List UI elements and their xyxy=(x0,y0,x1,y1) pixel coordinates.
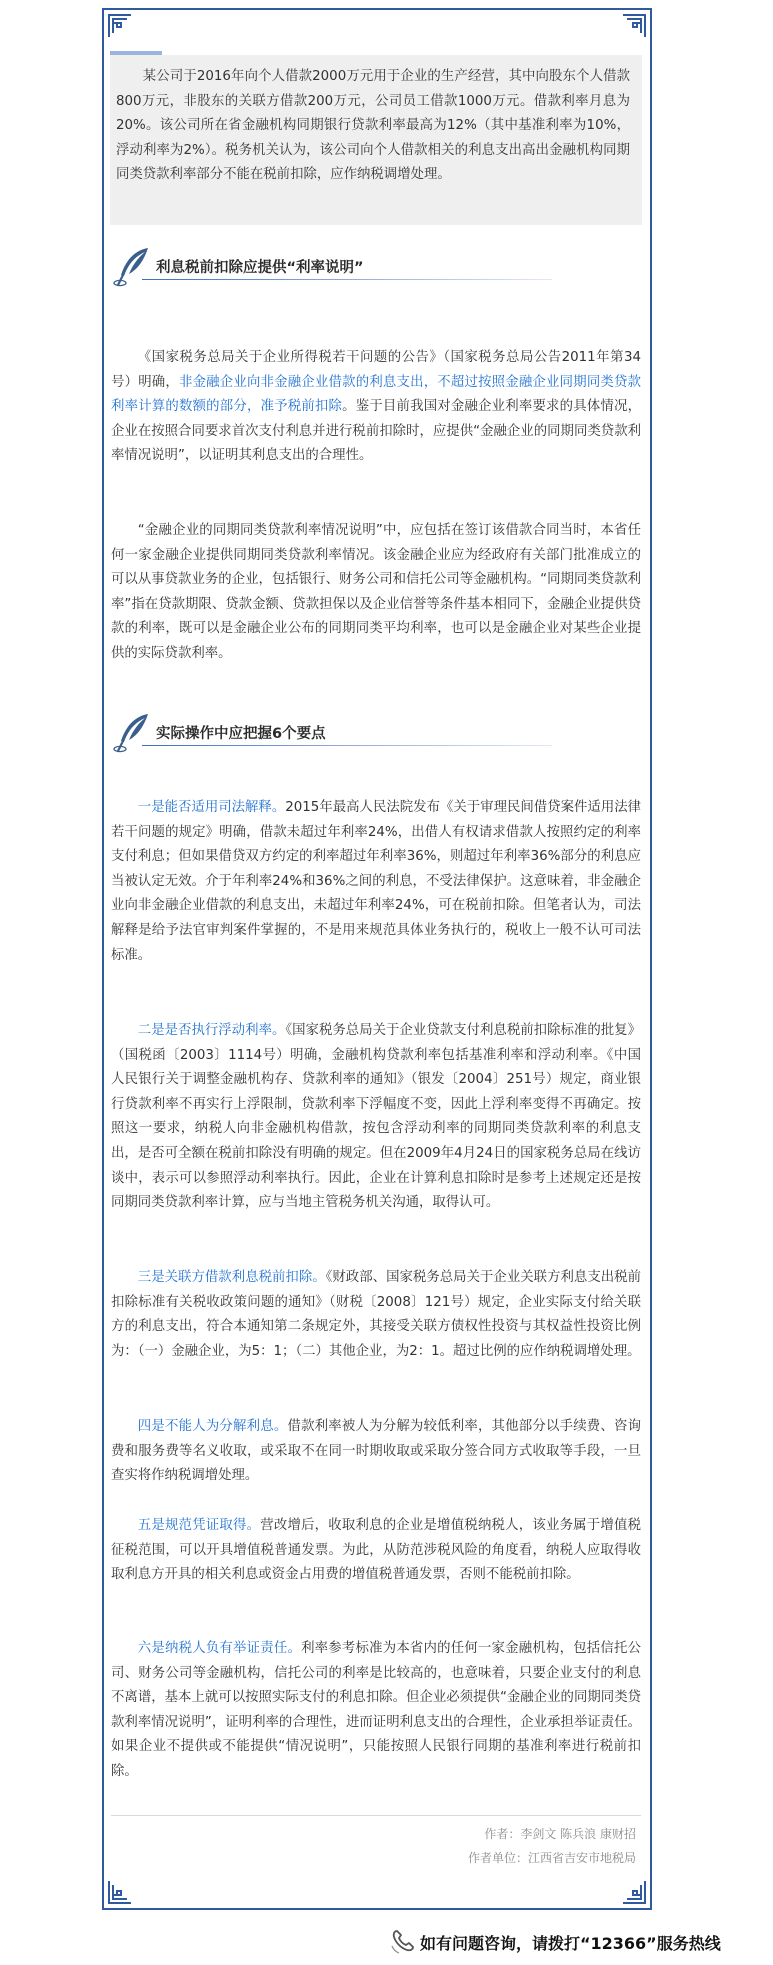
intro-paragraph: 某公司于2016年向个人借款2000万元用于企业的生产经营，其中向股东个人借款800万元，非股东的关联方借款200万元，公司员工借款1000万元。借款利率月息为20%。该公司所在省金融机构同期银行贷款利率最高为12%（其中基准利率为10%，浮动利率为2%）。税务机关认为，该公司向个人借款相关的利息支出高出金融机构同期同类贷款利率部分不能在税前扣除，应作纳税调增处理。 xyxy=(116,69,630,183)
point-lead: 四是不能人为分解利息。 xyxy=(137,1419,288,1434)
point-body: 2015年最高人民法院发布《关于审理民间借贷案件适用法律若干问题的规定》明确，借款未超过年利率24%，出借人有权请求借款人按照约定的利率支付利息；但如果借贷双方约定的利率超过年利率36%，则超过年利率36%部分的利息应当被认定无效。介于年利率24%和36%之间的利息，不受法律保护。这意味着，非金融企业向非金融企业借款的利息支出，未超过年利率24%，可在税前扣除。但笔者认为，司法解释是给予法官审判案件掌握的，不是用来规范具体业务执行的，税收上一般不认可司法标准。 xyxy=(111,800,642,963)
section1-paragraph-1 xyxy=(111,346,641,469)
case-intro-box xyxy=(110,55,642,225)
corner-ornament xyxy=(108,14,132,38)
point-item xyxy=(111,1514,641,1588)
point-lead: 五是规范凭证取得。 xyxy=(137,1518,261,1533)
phone-icon xyxy=(390,1928,416,1954)
section1-paragraph-2 xyxy=(111,519,641,667)
point-item xyxy=(111,1415,641,1489)
point-body: 利率参考标准为本省内的任何一家金融机构，包括信托公司、财务公司等金融机构，信托公司的利率是比较高的，也意味着，只要企业支付的利息不离谱，基本上就可以按照实际支付的利息扣除。但企业必须提供“金融企业的同期同类贷款利率情况说明”，证明利率的合理性，进而证明利息支出的合理性，企业承担举证责任。如果企业不提供或不能提供“情况说明”，只能按照人民银行同期的基准利率进行税前扣除。 xyxy=(111,1641,642,1779)
point-body: 《财政部、国家税务总局关于企业关联方利息支出税前扣除标准有关税收政策问题的通知》（财税〔2008〕121号）规定，企业实际支付给关联方的利息支出，符合本通知第二条规定外，其接受关联方债权性投资与其权益性投资比例为：（一）金融企业，为5：1；（二）其他企业，为2：1。超过比例的应作纳税调增处理。 xyxy=(111,1270,641,1359)
point-item xyxy=(111,1266,641,1364)
corner-ornament xyxy=(622,14,646,38)
highlighted-rule-text: 非金融企业向非金融企业借款的利息支出，不超过按照金融企业同期同类贷款利率计算的数额的部分，准予税前扣除 xyxy=(111,374,642,415)
byline xyxy=(468,1822,636,1870)
corner-ornament xyxy=(622,1880,646,1904)
quill-pen-icon xyxy=(112,711,152,753)
point-item xyxy=(111,1637,641,1785)
announcement-paragraph xyxy=(111,346,641,469)
point-lead: 三是关联方借款利息税前扣除。 xyxy=(137,1270,326,1285)
point-body: 《国家税务总局关于企业贷款支付利息税前扣除标准的批复》（国税函〔2003〕1114号）明确，金融机构贷款利率包括基准利率和浮动利率。《中国人民银行关于调整金融机构存、贷款利率的通知》（银发〔2004〕251号）规定，商业银行贷款利率不再实行上浮限制，贷款利率下浮幅度不变，因此上浮利率变得不再确定。按照这一要求，纳税人向非金融机构借款，按包含浮动利率的同期同类贷款利率的利息支出，是否可全额在税前扣除没有明确的规定。但在2009年4月24日的国家税务总局在线访谈中，表示可以参照浮动利率执行。因此，企业在计算利息扣除时是参考上述规定还是按同期同类贷款利率计算，应与当地主管税务机关沟通，取得认可。 xyxy=(111,1023,641,1211)
section-heading-six-points xyxy=(112,711,552,755)
section-title: 实际操作中应把握6个要点 xyxy=(156,726,326,742)
quill-pen-icon xyxy=(112,245,152,287)
point-lead: 二是是否执行浮动利率。 xyxy=(137,1023,286,1038)
author-unit: 作者单位：江西省吉安市地税局 xyxy=(467,1851,636,1865)
point-lead: 一是能否适用司法解释。 xyxy=(137,800,286,815)
byline-divider xyxy=(111,1815,641,1816)
paragraph-text: 。鉴于目前我国对金融企业利率要求的具体情况，企业在按照合同要求首次支付利息并进行税前扣除时，应提供“金融企业的同期同类贷款利率情况说明”，以证明其利息支出的合理性。 xyxy=(111,399,642,464)
section-heading-rate-statement xyxy=(112,245,552,289)
section-divider xyxy=(142,279,552,280)
author-names: 作者：李剑文 陈兵浪 康财招 xyxy=(484,1827,636,1841)
point-item xyxy=(111,1019,641,1216)
article-frame xyxy=(102,8,652,1910)
hotline-text: 如有问题咨询，请拨打“12366”服务热线 xyxy=(420,1934,721,1953)
rate-statement-paragraph: “金融企业的同期同类贷款利率情况说明”中，应包括在签订该借款合同当时，本省任何一家金融企业提供同期同类贷款利率情况。该金融企业应为经政府有关部门批准成立的可以从事贷款业务的企业，包括银行、财务公司和信托公司等金融机构。“同期同类贷款利率”指在贷款期限、贷款金额、贷款担保以及企业信誉等条件基本相同下，金融企业提供贷款的利率，既可以是金融企业公布的同期同类平均利率，也可以是金融企业对某些企业提供的实际贷款利率。 xyxy=(111,523,641,661)
intro-accent-bar xyxy=(110,51,162,55)
point-body: 营改增后，收取利息的企业是增值税纳税人，该业务属于增值税征税范围，可以开具增值税普通发票。为此，从防范涉税风险的角度看，纳税人应取得收取利息方开具的相关利息或资金占用费的增值税普通发票，否则不能税前扣除。 xyxy=(111,1518,641,1583)
point-lead: 六是纳税人负有举证责任。 xyxy=(137,1641,302,1656)
corner-ornament xyxy=(108,1880,132,1904)
section-title: 利息税前扣除应提供“利率说明” xyxy=(156,260,364,276)
section-divider xyxy=(142,745,552,746)
point-item xyxy=(111,796,641,968)
paragraph-text: 《国家税务总局关于企业所得税若干问题的公告》（国家税务总局公告2011年第34号）明确， xyxy=(111,350,641,390)
point-body: 借款利率被人为分解为较低利率，其他部分以手续费、咨询费和服务费等名义收取，或采取不在同一时期收取或采取分签合同方式收取等手段，一旦查实将作纳税调增处理。 xyxy=(111,1419,642,1484)
